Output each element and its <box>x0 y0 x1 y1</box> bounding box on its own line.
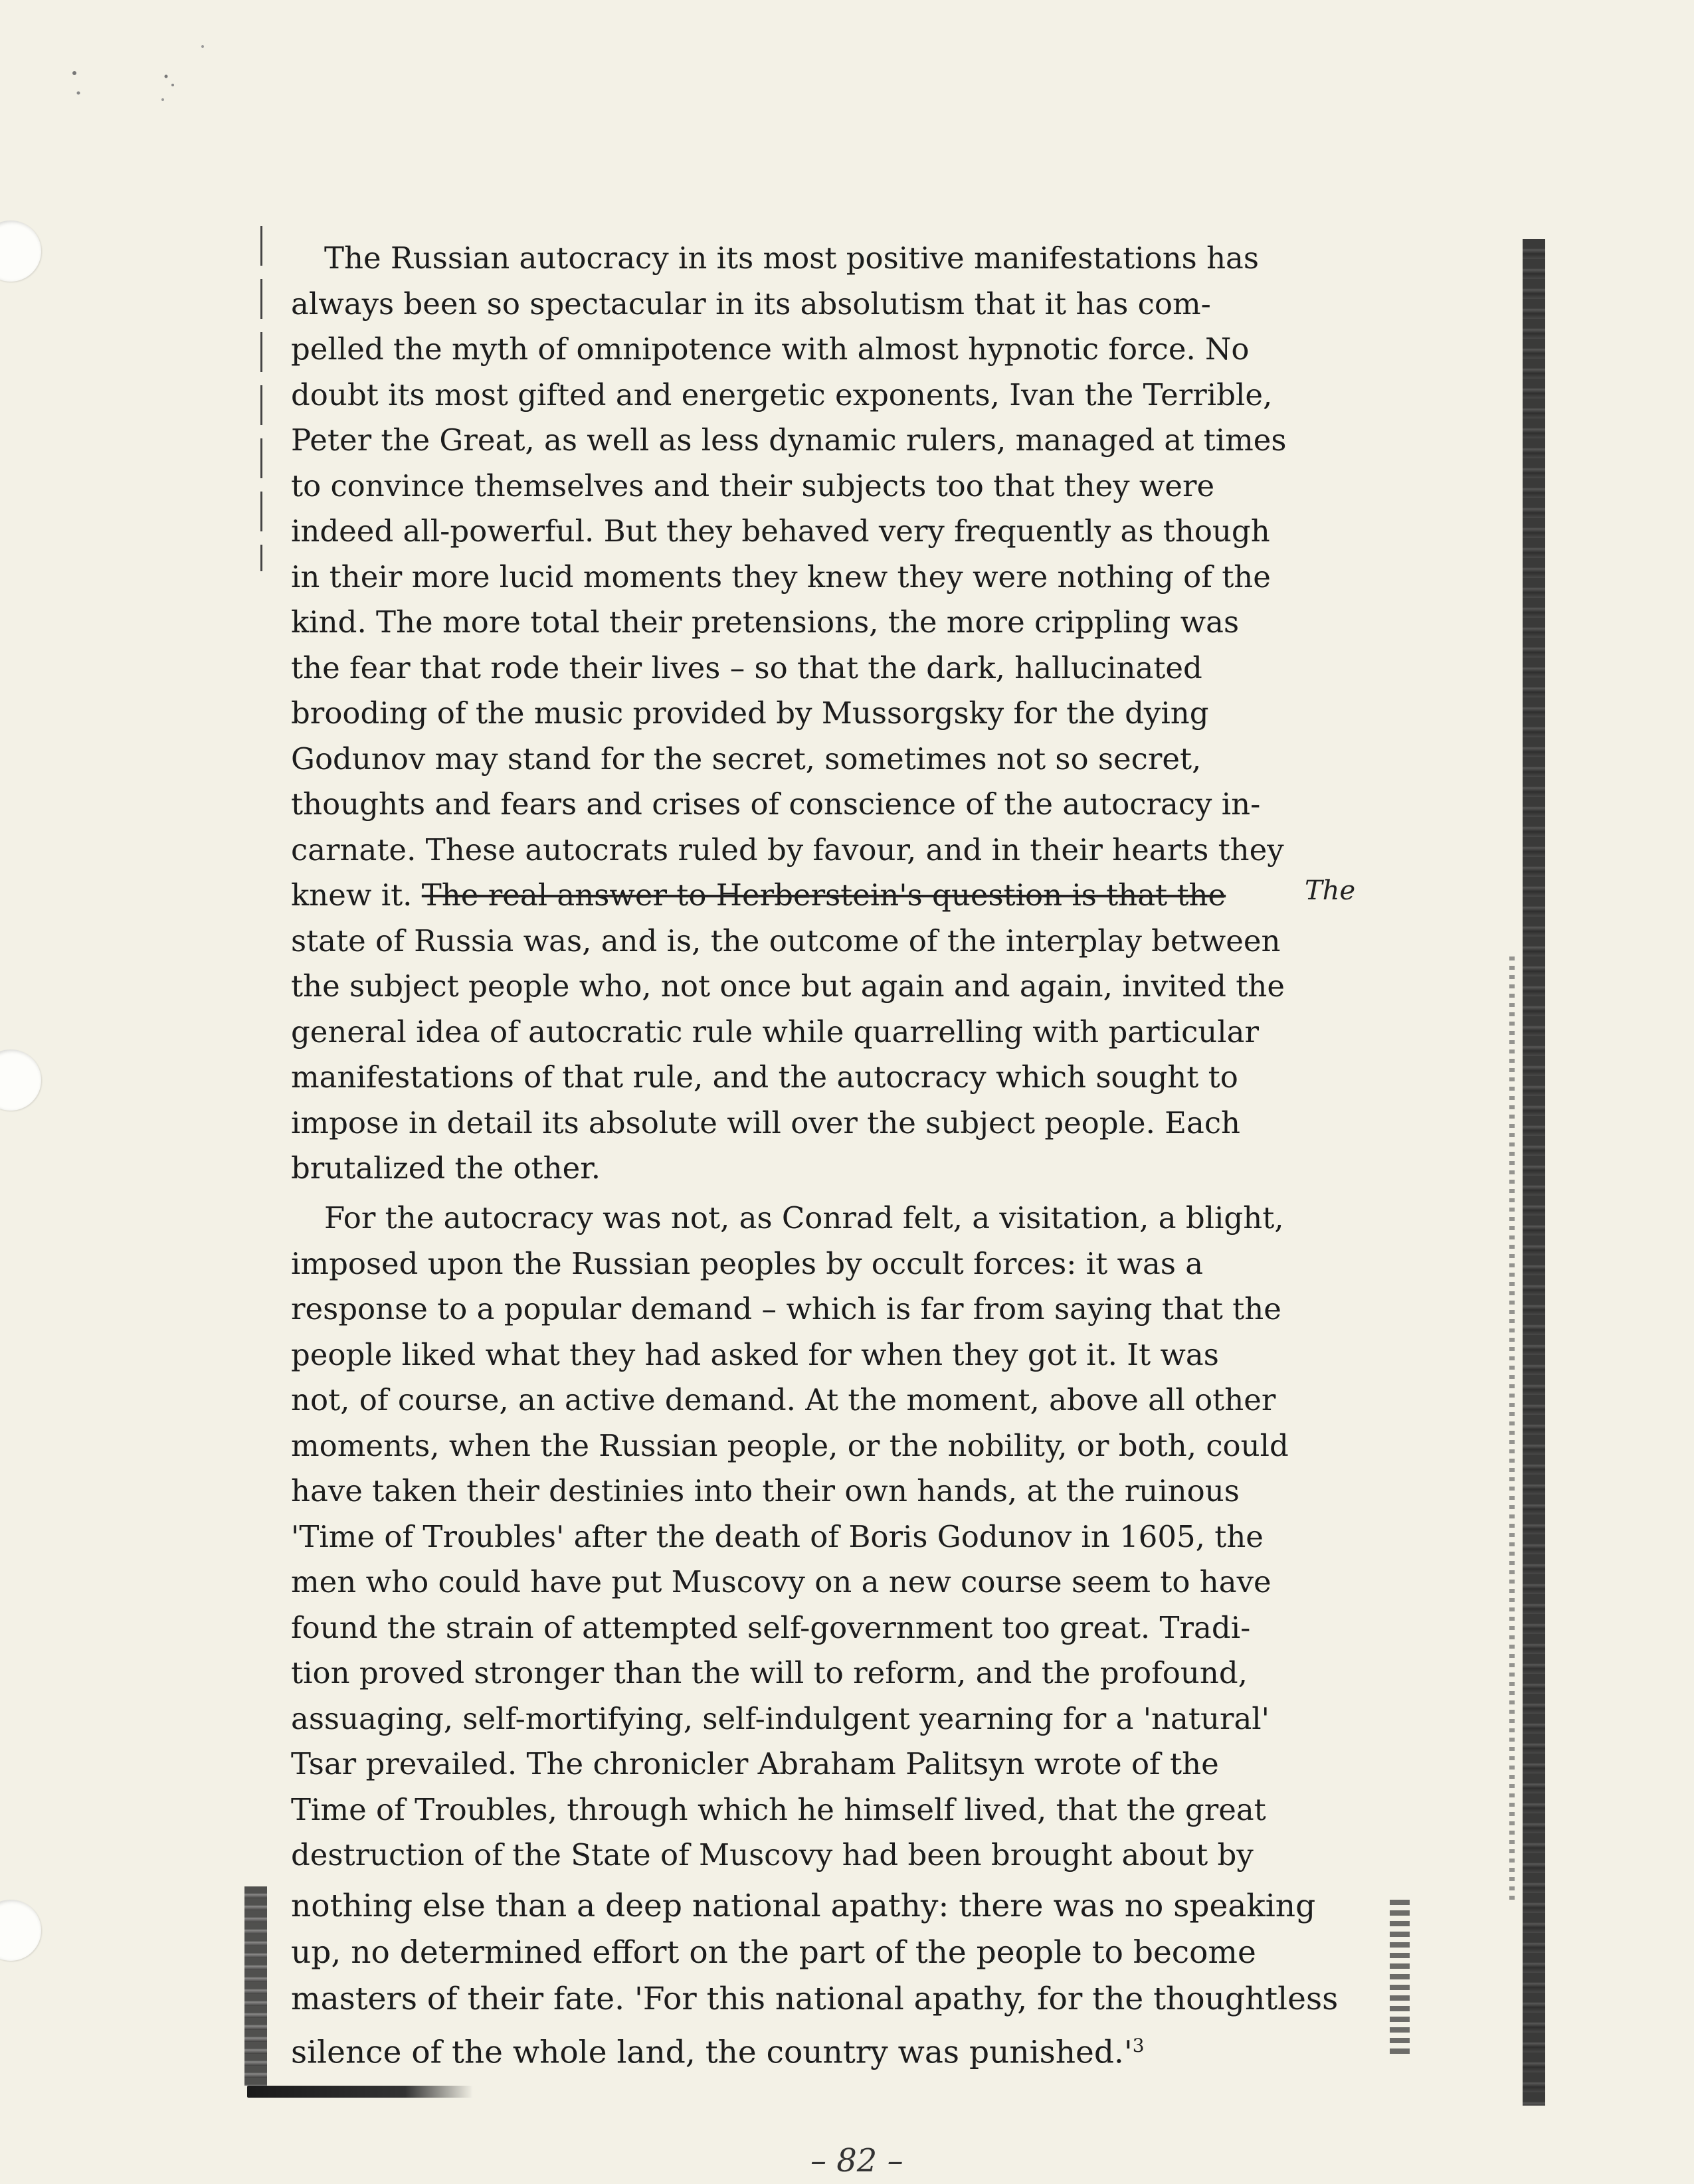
text-line: The Russian autocracy in its most positive manifestations has <box>324 240 1259 276</box>
text-line: 'Time of Troubles' after the death of Boris Godunov in 1605, the <box>291 1518 1264 1554</box>
text-line: up, no determined effort on the part of the people to become <box>291 1934 1256 1971</box>
text-line: moments, when the Russian people, or the nobility, or both, could <box>291 1427 1289 1463</box>
text-line: in their more lucid moments they knew they were nothing of the <box>291 559 1271 594</box>
text-line: people liked what they had asked for when they got it. It was <box>291 1336 1219 1372</box>
text-line: imposed upon the Russian peoples by occult forces: it was a <box>291 1245 1204 1281</box>
text-line: state of Russia was, and is, the outcome of the interplay between <box>291 923 1281 958</box>
text-line: found the strain of attempted self-government too great. Tradi- <box>291 1609 1251 1645</box>
text-line: to convince themselves and their subjects too that they were <box>291 468 1215 503</box>
text-line: general idea of autocratic rule while quarrelling with particular <box>291 1014 1260 1049</box>
text-line: thoughts and fears and crises of conscience of the autocracy in- <box>291 786 1261 822</box>
text-line <box>291 873 1321 919</box>
text-line: pelled the myth of omnipotence with almost hypnotic force. No <box>291 331 1250 367</box>
text-line: the fear that rode their lives – so that the dark, hallucinated <box>291 650 1202 685</box>
text-line: manifestations of that rule, and the autocracy which sought to <box>291 1059 1238 1095</box>
speckle-marks <box>66 27 213 106</box>
paragraph-3 <box>291 1883 1374 2076</box>
text-fragment: knew it. <box>291 877 413 913</box>
text-line: have taken their destinies into their own hands, at the ruinous <box>291 1473 1240 1508</box>
photocopy-edge-shadow <box>244 1886 267 2086</box>
paragraph-2 <box>291 1196 1321 1878</box>
text-line: masters of their fate. 'For this national apathy, for the thoughtless <box>291 1981 1339 2017</box>
text-line: nothing else than a deep national apathy: there was no speaking <box>291 1888 1316 1924</box>
text-line: Godunov may stand for the secret, sometimes not so secret, <box>291 741 1202 776</box>
text-line: tion proved stronger than the will to reform, and the profound, <box>291 1655 1248 1690</box>
text-line <box>291 2023 1374 2076</box>
text-line: men who could have put Muscovy on a new course seem to have <box>291 1564 1271 1599</box>
photocopy-edge-shadow <box>247 2086 473 2098</box>
text-line: indeed all-powerful. But they behaved very frequently as though <box>291 513 1270 549</box>
text-line: the subject people who, not once but again and again, invited the <box>291 968 1285 1004</box>
text-line: response to a popular demand – which is far from saying that the <box>291 1291 1281 1326</box>
page-number: – 82 – <box>810 2142 903 2179</box>
margin-rule <box>260 226 262 571</box>
paragraph-1 <box>291 236 1321 1192</box>
footnote-marker: 3 <box>1132 2035 1145 2056</box>
photocopy-edge-shadow <box>1390 1900 1410 2059</box>
text-line: Time of Troubles, through which he himself lived, that the great <box>291 1791 1266 1827</box>
text-line: always been so spectacular in its absolutism that it has com- <box>291 286 1211 321</box>
struck-through-text: The real answer to Herberstein's question is that the <box>421 877 1226 913</box>
text-line: not, of course, an active demand. At the moment, above all other <box>291 1382 1276 1417</box>
photocopy-edge-shadow <box>1523 239 1545 2106</box>
text-line: impose in detail its absolute will over the subject people. Each <box>291 1105 1241 1140</box>
text-line: Tsar prevailed. The chronicler Abraham Palitsyn wrote of the <box>291 1746 1219 1781</box>
text-line: Peter the Great, as well as less dynamic rulers, managed at times <box>291 422 1287 458</box>
text-line: doubt its most gifted and energetic exponents, Ivan the Terrible, <box>291 377 1273 412</box>
text-line: carnate. These autocrats ruled by favour, and in their hearts they <box>291 832 1284 867</box>
handwritten-insertion: The <box>1305 875 1356 906</box>
text-line: kind. The more total their pretensions, the more crippling was <box>291 604 1240 640</box>
text-line: brooding of the music provided by Mussorgsky for the dying <box>291 695 1209 731</box>
text-line: For the autocracy was not, as Conrad felt, a visitation, a blight, <box>324 1200 1284 1235</box>
photocopy-edge-shadow <box>1509 956 1515 1900</box>
text-line: brutalized the other. <box>291 1150 601 1186</box>
text-fragment: silence of the whole land, the country was punished.' <box>291 2034 1133 2071</box>
text-line: assuaging, self-mortifying, self-indulgent yearning for a 'natural' <box>291 1700 1270 1736</box>
text-line: destruction of the State of Muscovy had been brought about by <box>291 1837 1254 1872</box>
